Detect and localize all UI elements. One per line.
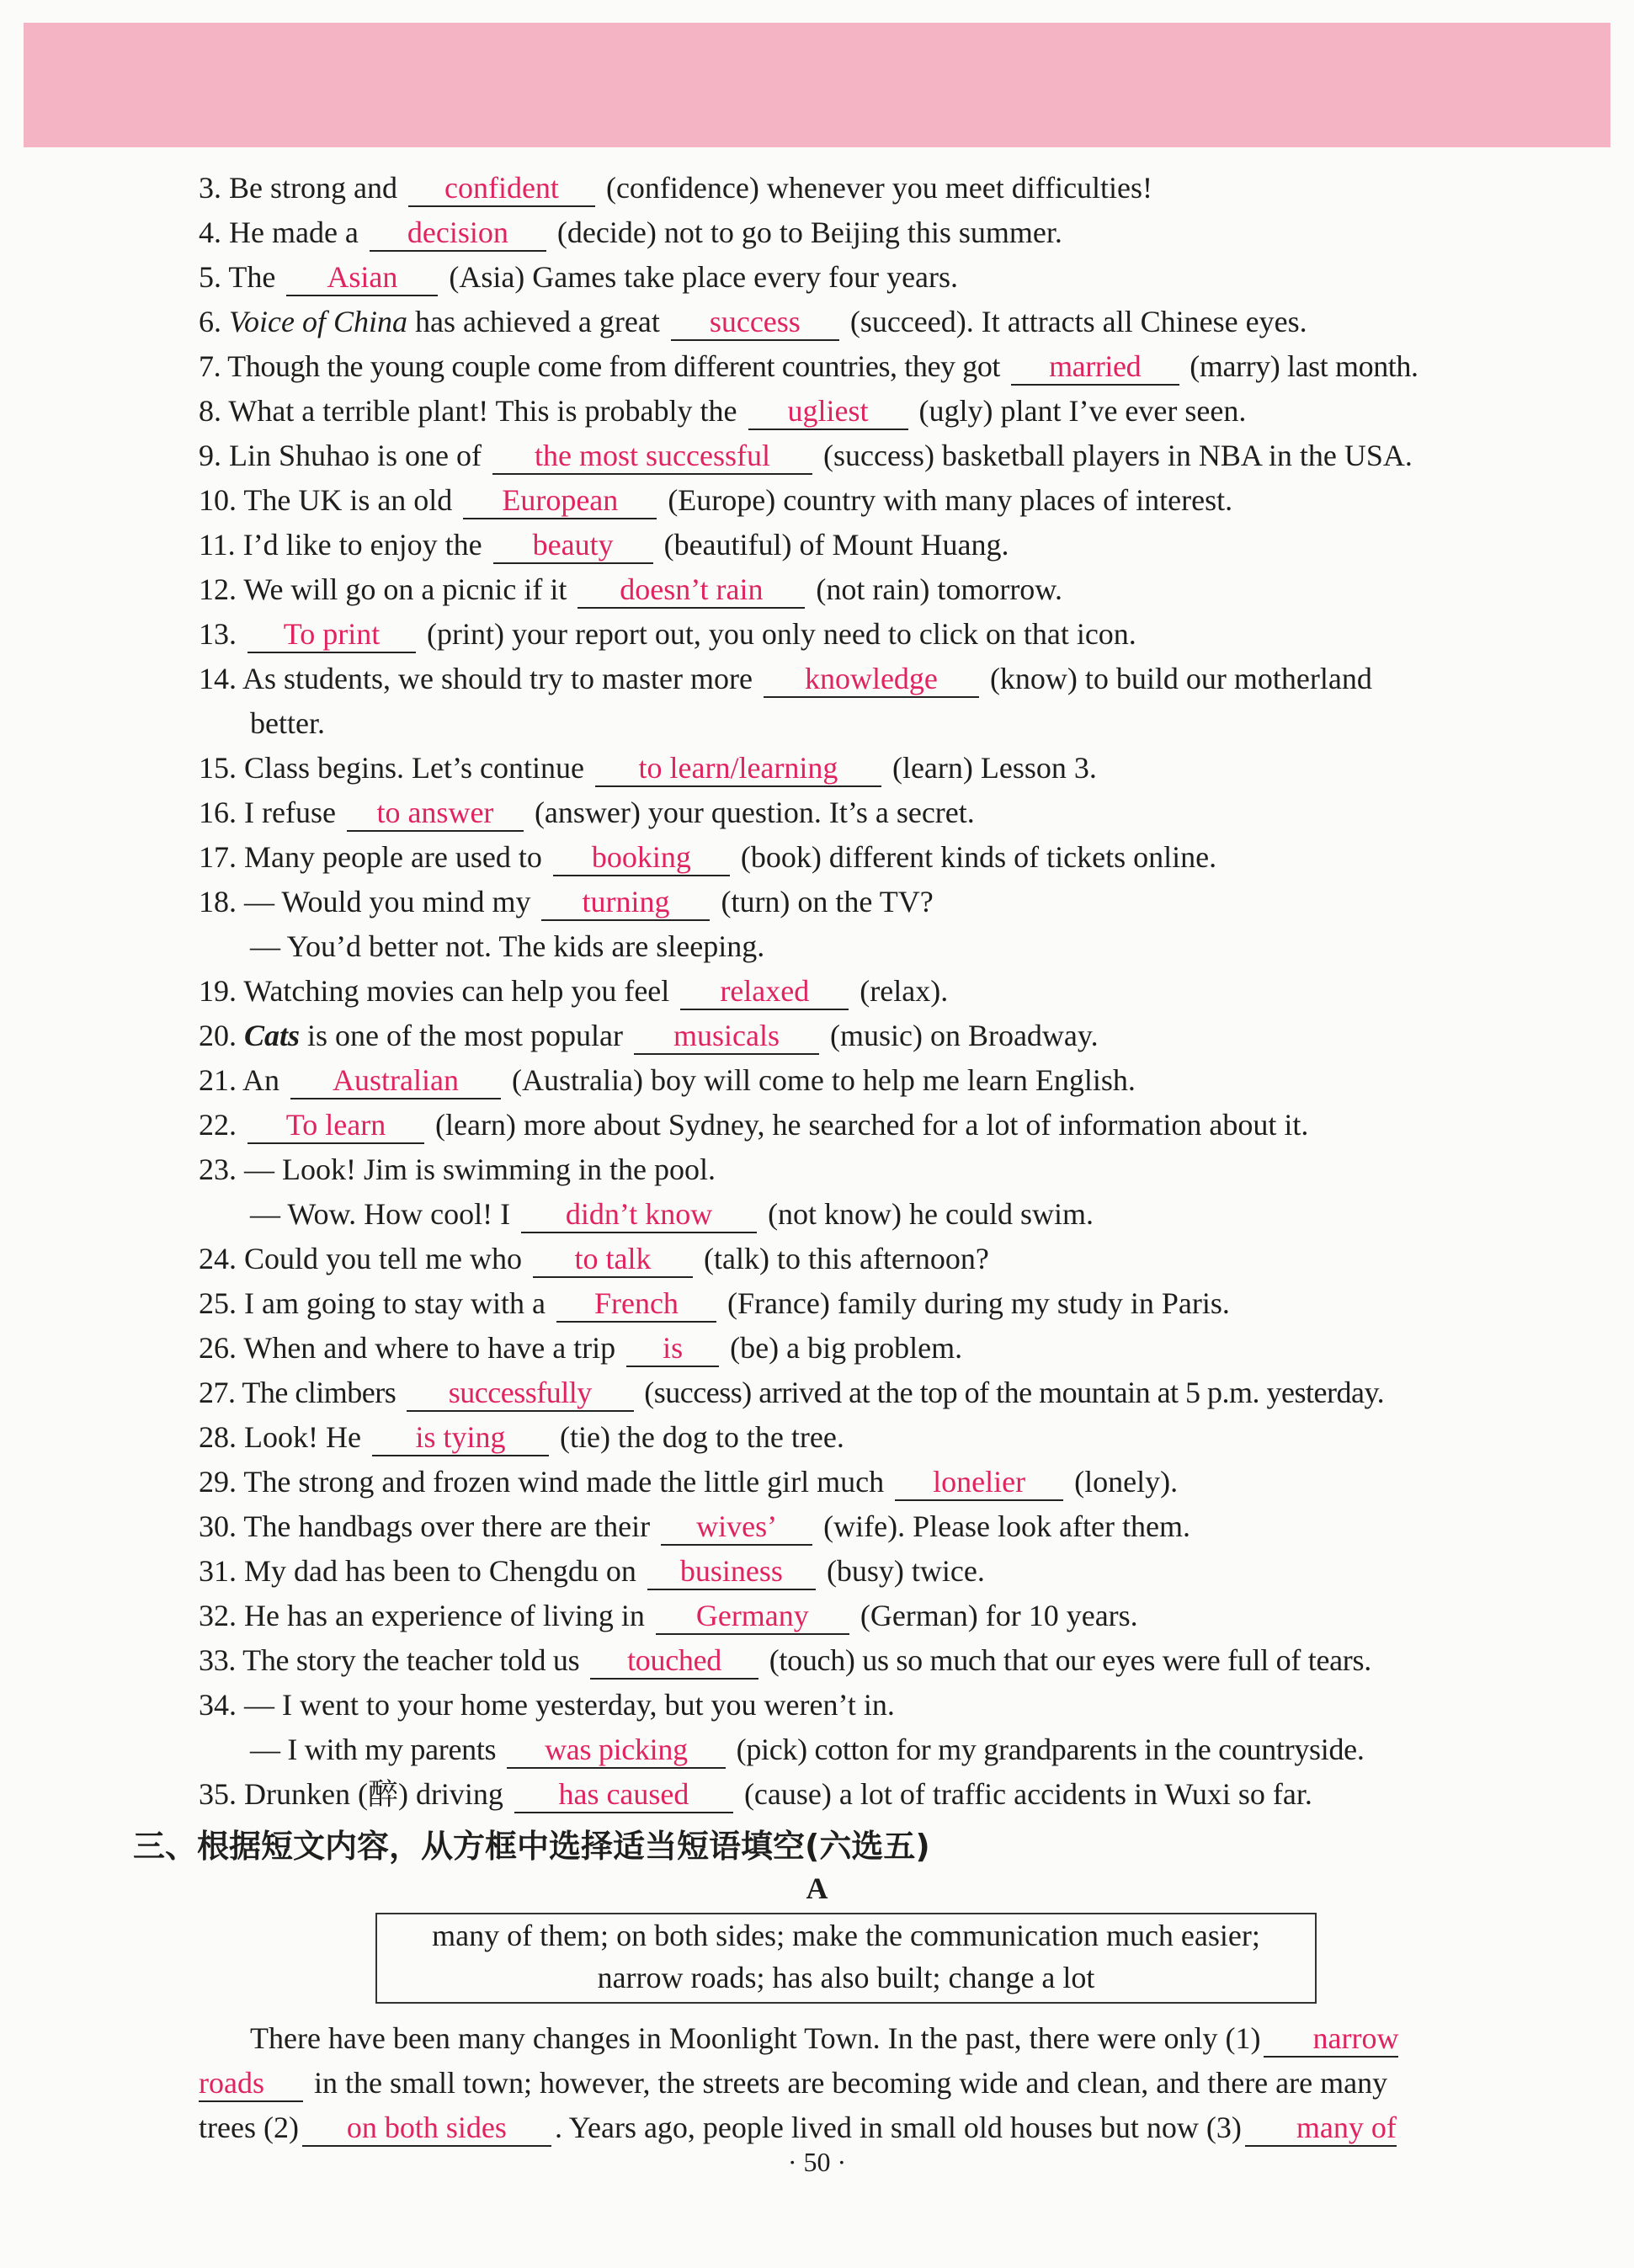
- answer-text: European: [502, 483, 619, 517]
- item-text: 8. What a terrible plant! This is probably the: [199, 394, 737, 428]
- item-12: [199, 567, 1512, 612]
- item-text: (be) a big problem.: [730, 1331, 963, 1365]
- answer-blank: [247, 1107, 424, 1144]
- answer-blank: [626, 1330, 719, 1367]
- answer-blank: [347, 795, 524, 832]
- answer-blank: [647, 1553, 816, 1590]
- item-text: (busy) twice.: [826, 1554, 985, 1588]
- item-text: 35. Drunken (醉) driving: [199, 1777, 503, 1811]
- answer-blank: [1011, 349, 1179, 386]
- item-31: [199, 1548, 1512, 1594]
- item-text: 15. Class begins. Let’s continue: [199, 751, 584, 785]
- answer-blank: [661, 1509, 812, 1546]
- item-text: 4. He made a: [199, 216, 359, 249]
- answer-blank: [199, 2065, 303, 2102]
- passage-label: A: [806, 1871, 828, 1905]
- item-text: 25. I am going to stay with a: [199, 1286, 546, 1320]
- item-text: (decide) not to go to Beijing this summer.: [556, 216, 1062, 249]
- item-17: [199, 834, 1512, 880]
- passage-line-1: [250, 2015, 1496, 2061]
- answer-text: is: [663, 1331, 684, 1365]
- item-text: (talk) to this afternoon?: [703, 1242, 989, 1275]
- answer-text: many of: [1296, 2111, 1397, 2144]
- item-text: (succeed). It attracts all Chinese eyes.: [849, 305, 1307, 338]
- item-text: has achieved a great: [414, 305, 660, 338]
- item-27: [199, 1370, 1512, 1415]
- answer-blank: [247, 616, 416, 653]
- answer-blank: [541, 884, 710, 921]
- answer-text: relaxed: [720, 974, 810, 1008]
- answer-text: turning: [582, 885, 670, 918]
- item-text: (turn) on the TV?: [721, 885, 934, 918]
- answer-blank: [493, 527, 653, 564]
- answer-text: confident: [444, 171, 559, 205]
- item-text: (answer) your question. It’s a secret.: [534, 796, 975, 829]
- item-8: [199, 388, 1512, 434]
- item-23-reply: [250, 1191, 1563, 1237]
- section-title: 三、根据短文内容，从方框中选择适当短语填空(六选五): [133, 1828, 930, 1865]
- item-text: 30. The handbags over there are their: [199, 1509, 651, 1543]
- item-text: (marry) last month.: [1190, 349, 1418, 383]
- answer-text: is tying: [415, 1420, 506, 1454]
- item-text: 33. The story the teacher told us: [199, 1643, 580, 1677]
- answer-text: to answer: [376, 796, 494, 829]
- item-text: is one of the most popular: [307, 1019, 623, 1052]
- item-32: [199, 1593, 1512, 1638]
- item-text: (Australia) boy will come to help me learn English.: [512, 1063, 1136, 1097]
- item-text: (German) for 10 years.: [860, 1599, 1138, 1632]
- answer-blank: [634, 1018, 819, 1055]
- answer-blank: [370, 215, 546, 252]
- answer-text: knowledge: [804, 662, 938, 695]
- answer-blank: [1245, 2110, 1397, 2147]
- item-text: 27. The climbers: [199, 1376, 397, 1409]
- item-11: [199, 522, 1512, 567]
- passage-text: in the small town; however, the streets are becoming wide and clean, and there are many: [314, 2066, 1388, 2100]
- item-5: [199, 254, 1512, 300]
- item-16: [199, 790, 1512, 835]
- item-text: 5. The: [199, 260, 276, 294]
- answer-blank: [595, 750, 881, 787]
- item-text: better.: [250, 706, 325, 740]
- answer-text: ugliest: [787, 394, 869, 428]
- answer-text: beauty: [532, 528, 614, 562]
- answer-text: Asian: [327, 260, 398, 294]
- answer-text: roads: [199, 2066, 264, 2100]
- item-text: 23. — Look! Jim is swimming in the pool.: [199, 1153, 716, 1186]
- answer-text: narrow: [1312, 2021, 1399, 2055]
- item-text: — I with my parents: [250, 1733, 497, 1766]
- item-text: 7. Though the young couple come from different countries, they got: [199, 349, 1001, 383]
- phrase-box-line-2: narrow roads; has also built; change a lot: [597, 1961, 1095, 1994]
- answer-text: touched: [627, 1643, 721, 1677]
- item-text: (music) on Broadway.: [829, 1019, 1099, 1052]
- answer-blank: [514, 1776, 733, 1813]
- item-14: [199, 656, 1512, 701]
- answer-text: booking: [591, 840, 691, 874]
- answer-blank: [407, 1375, 634, 1412]
- item-34-reply: [250, 1727, 1563, 1772]
- item-title: Voice of China: [229, 305, 407, 338]
- item-text: 14. As students, we should try to master more: [199, 662, 753, 695]
- item-text: (success) arrived at the top of the mountain at 5 p.m. yesterday.: [644, 1376, 1385, 1409]
- item-text: (beautiful) of Mount Huang.: [663, 528, 1009, 562]
- item-text: 32. He has an experience of living in: [199, 1599, 645, 1632]
- item-22: [199, 1102, 1512, 1147]
- answer-text: lonelier: [933, 1465, 1026, 1499]
- item-text: (print) your report out, you only need to click on that icon.: [427, 617, 1136, 651]
- answer-blank: [533, 1241, 693, 1278]
- item-7: [199, 343, 1512, 389]
- item-23: [199, 1147, 1512, 1192]
- item-3: [199, 165, 1512, 210]
- item-text: (ugly) plant I’ve ever seen.: [918, 394, 1247, 428]
- passage-text: There have been many changes in Moonlight Town. In the past, there were only (1): [250, 2021, 1261, 2055]
- answer-blank: [521, 1196, 757, 1233]
- item-text: (tie) the dog to the tree.: [559, 1420, 844, 1454]
- answer-text: decision: [407, 216, 508, 249]
- item-15: [199, 745, 1512, 791]
- item-20: [199, 1013, 1512, 1058]
- answer-blank: [1264, 2020, 1398, 2058]
- item-text: 29. The strong and frozen wind made the little girl much: [199, 1465, 885, 1499]
- answer-blank: [286, 259, 438, 296]
- item-text: 10. The UK is an old: [199, 483, 453, 517]
- item-text: (book) different kinds of tickets online.: [740, 840, 1217, 874]
- item-34: [199, 1682, 1512, 1728]
- item-29: [199, 1459, 1512, 1504]
- item-24: [199, 1236, 1512, 1281]
- item-text: (Asia) Games take place every four years.: [449, 260, 959, 294]
- item-21: [199, 1057, 1512, 1103]
- item-text: (France) family during my study in Paris.: [727, 1286, 1230, 1320]
- answer-blank: [577, 572, 805, 609]
- answer-text: To learn: [285, 1108, 386, 1142]
- item-text: 24. Could you tell me who: [199, 1242, 522, 1275]
- item-title: Cats: [244, 1019, 301, 1052]
- item-text: 22.: [199, 1108, 237, 1142]
- passage-text: trees (2): [199, 2111, 299, 2144]
- answer-text: has caused: [558, 1777, 689, 1811]
- item-text: 16. I refuse: [199, 796, 336, 829]
- answer-text: doesn’t rain: [620, 572, 764, 606]
- item-number: 20.: [199, 1019, 237, 1052]
- item-28: [199, 1414, 1512, 1460]
- item-text: 12. We will go on a picnic if it: [199, 572, 567, 606]
- answer-text: musicals: [673, 1019, 780, 1052]
- item-14-continuation: [250, 700, 1563, 746]
- answer-text: wives’: [696, 1509, 778, 1543]
- answer-blank: [553, 839, 730, 876]
- item-text: (pick) cotton for my grandparents in the countryside.: [736, 1733, 1365, 1766]
- page-number: · 50 ·: [787, 2147, 847, 2177]
- answer-blank: [764, 661, 979, 698]
- item-text: (cause) a lot of traffic accidents in Wuxi so far.: [743, 1777, 1312, 1811]
- answer-text: didn’t know: [565, 1197, 713, 1231]
- answer-text: To print: [283, 617, 381, 651]
- item-text: 31. My dad has been to Chengdu on: [199, 1554, 636, 1588]
- answer-text: to learn/learning: [638, 751, 838, 785]
- item-text: (Europe) country with many places of interest.: [668, 483, 1233, 517]
- item-text: (learn) more about Sydney, he searched for a lot of information about it.: [435, 1108, 1309, 1142]
- answer-text: was picking: [545, 1733, 688, 1766]
- item-text: — You’d better not. The kids are sleeping.: [250, 929, 765, 963]
- answer-blank: [656, 1598, 849, 1635]
- answer-text: the most successful: [535, 439, 770, 472]
- item-6: [199, 299, 1512, 344]
- answer-text: Australian: [333, 1063, 459, 1097]
- answer-blank: [463, 482, 657, 519]
- item-text: 11. I’d like to enjoy the: [199, 528, 482, 562]
- item-text: (learn) Lesson 3.: [892, 751, 1097, 785]
- item-text: (touch) us so much that our eyes were full of tears.: [769, 1643, 1371, 1677]
- item-number: 6.: [199, 305, 221, 338]
- answer-blank: [590, 1642, 758, 1680]
- item-4: [199, 210, 1512, 255]
- answer-text: success: [709, 305, 801, 338]
- answer-blank: [507, 1732, 726, 1769]
- answer-blank: [895, 1464, 1063, 1501]
- item-text: (not know) he could swim.: [768, 1197, 1094, 1231]
- item-text: — Wow. How cool! I: [250, 1197, 511, 1231]
- item-18: [199, 879, 1512, 924]
- answer-text: married: [1049, 349, 1142, 383]
- item-33: [199, 1637, 1512, 1683]
- item-text: (wife). Please look after them.: [823, 1509, 1190, 1543]
- answer-text: on both sides: [346, 2111, 507, 2144]
- item-text: 19. Watching movies can help you feel: [199, 974, 670, 1008]
- answer-blank: [408, 170, 595, 207]
- item-text: (not rain) tomorrow.: [816, 572, 1062, 606]
- answer-text: successfully: [448, 1376, 592, 1409]
- passage-line-2: [199, 2060, 1512, 2106]
- item-13: [199, 611, 1512, 657]
- item-30: [199, 1504, 1512, 1549]
- item-text: (know) to build our motherland: [989, 662, 1372, 695]
- answer-text: business: [679, 1554, 783, 1588]
- item-text: 17. Many people are used to: [199, 840, 542, 874]
- answer-text: to talk: [574, 1242, 652, 1275]
- item-text: (lonely).: [1074, 1465, 1179, 1499]
- item-25: [199, 1280, 1512, 1326]
- answer-blank: [671, 304, 839, 341]
- item-26: [199, 1325, 1512, 1371]
- answer-text: Germany: [695, 1599, 809, 1632]
- answer-blank: [492, 438, 812, 475]
- item-9: [199, 433, 1512, 478]
- answer-blank: [302, 2110, 551, 2147]
- item-text: 18. — Would you mind my: [199, 885, 531, 918]
- item-text: 26. When and where to have a trip: [199, 1331, 616, 1365]
- item-35: [199, 1771, 1512, 1817]
- answer-text: French: [593, 1286, 679, 1320]
- item-18-reply: [250, 924, 1563, 969]
- answer-blank: [556, 1286, 716, 1323]
- item-text: (confidence) whenever you meet difficulties!: [605, 171, 1153, 205]
- answer-blank: [680, 973, 849, 1010]
- phrase-box: [375, 1913, 1317, 2004]
- answer-blank: [290, 1062, 501, 1099]
- item-text: 21. An: [199, 1063, 280, 1097]
- item-text: (success) basketball players in NBA in the USA.: [822, 439, 1413, 472]
- item-10: [199, 477, 1512, 523]
- item-text: 28. Look! He: [199, 1420, 361, 1454]
- item-text: 9. Lin Shuhao is one of: [199, 439, 482, 472]
- passage-text: . Years ago, people lived in small old houses but now (3): [554, 2111, 1242, 2144]
- item-text: 34. — I went to your home yesterday, but you weren’t in.: [199, 1688, 895, 1722]
- answer-blank: [372, 1419, 549, 1456]
- item-text: (relax).: [860, 974, 949, 1008]
- item-19: [199, 968, 1512, 1014]
- passage-line-3: [199, 2105, 1512, 2150]
- answer-blank: [748, 393, 908, 430]
- phrase-box-line-1: many of them; on both sides; make the communication much easier;: [432, 1919, 1260, 1952]
- item-text: 3. Be strong and: [199, 171, 397, 205]
- item-text: 13.: [199, 617, 237, 651]
